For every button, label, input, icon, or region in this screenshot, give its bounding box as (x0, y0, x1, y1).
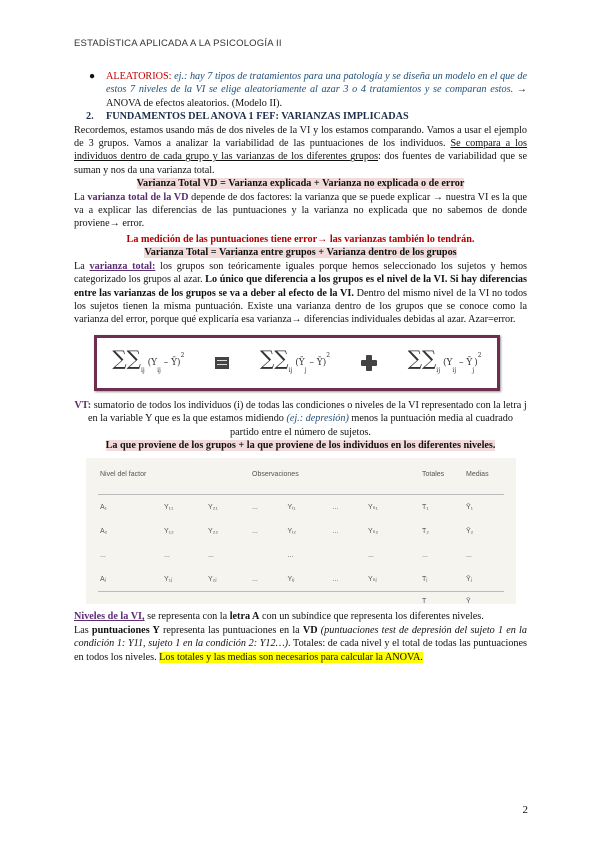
grand-total: T (420, 592, 464, 611)
formula-total: $\sum\sum_{ij}$ ($Y_{ij}$ – Ȳ)$^2$ (112, 345, 185, 374)
equation-variance-total (74, 177, 527, 190)
formula-within: $\sum\sum_{ij}$ ($Y_{ij}$ – $Ȳ_j)^2$ (407, 345, 482, 374)
p6-text-a: Las (74, 624, 92, 636)
bullet-dot-icon: ● (89, 71, 96, 82)
p6-text-c: representa las puntuaciones en la (159, 624, 303, 636)
observations-table (86, 458, 516, 604)
eq1-text: Varianza Total VD = Varianza explicada + Varianza no explicada o de error (136, 178, 465, 190)
p3-term: varianza total: (89, 260, 156, 272)
page-header: ESTADÍSTICA APLICADA A LA PSICOLOGÍA II (74, 38, 282, 49)
equation-between-within (74, 246, 527, 259)
table-caption (74, 439, 527, 452)
p2-text-a: La (74, 191, 88, 203)
paragraph-puntuaciones (74, 624, 527, 664)
p2-bold-term: varianza total de la VD (87, 191, 189, 203)
paragraph-vt (74, 399, 527, 439)
formula-between: $\sum\sum_{ij}$ ($Ȳ_j$ – Ȳ)$^2$ (260, 345, 331, 374)
p5-text-d: con un subíndice que representa los diferentes niveles. (259, 611, 484, 623)
p5-term: Niveles de la VI, (74, 611, 145, 623)
p6-bold-vd: VD (302, 624, 318, 636)
p6-bold-term: puntuaciones Y (91, 624, 160, 636)
sum-of-squares-formula (94, 335, 500, 391)
header-medias: Medias (464, 464, 504, 495)
table-totals-row (98, 592, 504, 611)
p6-italic: (puntuaciones test de depresión del sujeto 1 en la condición 1: Y11, sujeto 1 en la condición 2: Y12…) (74, 624, 527, 650)
paragraph-varianza-total-vd (74, 191, 527, 231)
header-totales: Totales (420, 464, 464, 495)
p2-text-c: depende de dos factores: la varianza que se puede explicar → nuestra VI es la que va a explicar las diferencias de las puntuaciones y la varianza no explicada que no sabemos de donde proviene→ error. (74, 191, 528, 230)
p6-highlight: Los totales y las medias son necesarios para calcular la ANOVA. (159, 651, 423, 663)
table-header-row (98, 464, 504, 495)
p5-bold: letra A (229, 611, 260, 623)
eq2-text: Varianza Total = Varianza entre grupos + Varianza dentro de los grupos (144, 247, 457, 259)
p4-text-b: sumatorio de todos los individuos (i) de todas las condiciones o niveles de la VI representado con la letra j en la variable Y que es la que estamos midiendo (88, 399, 527, 425)
p3-text-a: La (74, 260, 90, 272)
table-row: A₂ Y₁₂ Y₂₂ ... Yᵢ₂ ... Yₙ₂ T₂ Ȳ₂ (100, 527, 474, 535)
bullet-tail: → ANOVA de efectos aleatorios. (Modelo II). (106, 84, 527, 109)
paragraph-intro (74, 124, 527, 178)
p3-bold: Lo único que diferencia a los grupos es el nivel de la VI. Si hay diferencias entre las varianzas de los grupos se va a deber al efecto de la VI. (74, 274, 527, 299)
p3-text-e: Dentro del mismo nivel de la VI no todos los sujetos tienen la misma puntuación. Existe una varianza dentro de los grupos que se conoce como la varianza del error, porque qué explicaría esa varianza→ diferencias individuales debidas al azar. Azar=error. (74, 287, 528, 326)
table-row: ... ... ... ... ... ... ... (100, 551, 472, 559)
p4-example: (ej.: depresión) (286, 413, 349, 425)
table-row: A₁ Y₁₁ Y₂₁ ... Yᵢ₁ ... Yₙ₁ T₁ Ȳ₁ (100, 503, 474, 511)
table-row: Aⱼ Y₁ⱼ Y₂ⱼ ... Yᵢⱼ ... Yₙⱼ Tⱼ Ȳⱼ (100, 575, 472, 583)
p1-text-a: Recordemos, estamos usando más de dos niveles de la VI y los estamos comparando. Vamos a usar el ejemplo de 3 grupos. Vamos a analizar la variabilidad de las puntuaciones de los individuos. (74, 124, 527, 150)
p1-text-c: : dos fuentes de variabilidad que se suman y nos da una varianza total. (74, 151, 527, 176)
header-factor: Nivel del factor (98, 464, 162, 495)
paragraph-varianza-total (74, 260, 527, 327)
red-statement: La medición de las puntuaciones tiene error→ las varianzas también lo tendrán. (126, 233, 475, 245)
grand-mean: Ȳ (464, 592, 504, 611)
plus-icon (361, 355, 377, 371)
section-heading (74, 110, 527, 123)
table-caption-text: La que proviene de los grupos + la que proviene de los individuos en los diferentes niveles. (105, 439, 496, 451)
bullet-aleatorios (74, 70, 527, 110)
p1-underlined: Se compara a los individuos dentro de cada grupo y las varianzas de los diferentes grupos (74, 138, 527, 163)
page-number: 2 (522, 804, 528, 816)
p6-text-f: . Totales: de cada nivel y el total de todas las puntuaciones en todos los niveles. (74, 638, 527, 663)
header-observaciones: Observaciones (250, 464, 366, 495)
p5-text-b: se representa con la (144, 611, 230, 623)
page-content (74, 70, 527, 664)
section-title: FUNDAMENTOS DEL ANOVA 1 FEF: VARIANZAS IMPLICADAS (106, 111, 409, 123)
paragraph-niveles (74, 610, 527, 623)
bullet-example: ej.: hay 7 tipos de tratamientos para una patología y se diseña un modelo en el que de estos 7 niveles de la VI se elige aleatoriamente al azar 3 o 4 tratamientos y se comparan estos. (106, 71, 527, 96)
p4-text-d: menos la puntuación media al cuadrado partido entre el número de sujetos. (230, 413, 513, 438)
bullet-label: ALEATORIOS: (106, 71, 172, 82)
p4-term: VT: (74, 399, 92, 411)
equals-icon (215, 357, 229, 369)
section-number: 2. (86, 111, 94, 123)
p3-text-c: los grupos son teóricamente iguales porque hemos seleccionado los sujetos y hemos categorizado los grupos al azar. (74, 260, 527, 286)
